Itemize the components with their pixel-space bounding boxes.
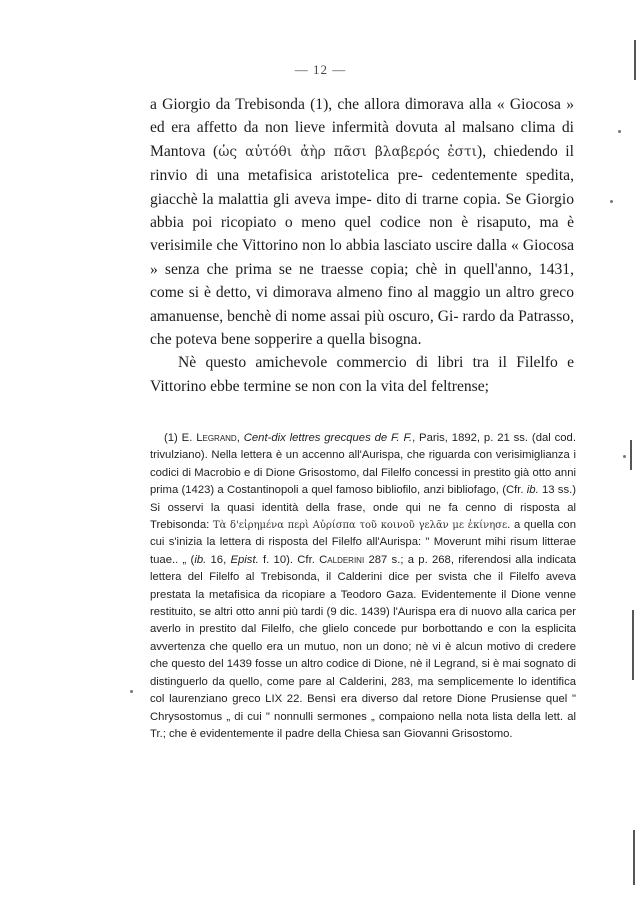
greek-quote: ἐστι: [447, 143, 478, 160]
footnote-marker: (1) E.: [164, 432, 197, 444]
text-line: al malsano clima di Mantova (: [150, 119, 574, 160]
author-name: Calderini: [319, 553, 365, 566]
text-line: quel codice non è risaputo, ma è verisimile che Vittorino: [150, 214, 574, 255]
text-line: si è detto, vi dimorava almeno fino al maggio un altro: [188, 284, 535, 302]
scan-edge-mark: [633, 830, 635, 885]
text-line: non lo abbia lasciato uscire dalla « Giocosa » senza che: [150, 237, 574, 278]
scan-edge-mark: [634, 40, 636, 80]
footnote-fragment: . a quella con cui s'inizia la lettera di risposta del Filelfo all'Aurispa: " Moverunt mihi risum litterae tuae.. „ (: [150, 519, 576, 566]
paragraph-2: [150, 351, 574, 398]
footnote-fragment: 13 ss.) Si osservi la quasi identità della frase, onde qui ne fa cenno di risposta al Trebisonda:: [150, 484, 576, 532]
text-line: prima se ne traesse copia; chè in quell'anno, 1431, come: [150, 260, 574, 302]
scan-speck: [610, 200, 613, 203]
text-line: greco amanuense, benchè di nome assai più oscuro, Gi-: [150, 284, 574, 325]
text-line: a Giorgio da Trebisonda (1), che allora dimorava alla: [150, 96, 492, 113]
footnote-fragment: ,: [236, 432, 244, 444]
ibid-ref: ib.: [194, 553, 207, 566]
ibid-ref: ib.: [526, 484, 539, 497]
scan-speck: [130, 690, 133, 693]
paragraph-1: [150, 93, 574, 351]
scan-speck: [618, 130, 621, 133]
text-line: Nè questo amichevole commercio di libri tra il Filelfo: [178, 354, 558, 372]
footnote: [150, 430, 576, 743]
footnote-fragment: 16,: [206, 553, 231, 566]
scan-edge-mark: [632, 610, 634, 680]
text-line: e Vittorino ebbe termine se non con la vita del feltrense;: [150, 354, 574, 395]
page-number-value: 12: [313, 62, 328, 77]
greek-quote: Τὰ δ'εἰρημένα περὶ Αὐρίσπα τοῦ κοινοῦ γελᾶν με ἐκίνησε: [212, 520, 508, 532]
text-line: dito di trarne copia. Se Giorgio abbia poi ricopiato o meno: [150, 190, 574, 232]
footnote-text: [150, 430, 576, 743]
page-number: — 12 —: [294, 62, 347, 77]
book-title: Cent-dix lettres grecques de F. F.: [243, 432, 413, 444]
scan-edge-mark: [630, 440, 632, 470]
footnote-fragment: f. 10). Cfr.: [258, 553, 320, 566]
text-line: bisogna.: [369, 331, 422, 349]
text-line: rardo da Patrasso, che poteva bene sopperire a quella: [150, 307, 575, 349]
footnote-fragment: , Paris, 1892, p. 21 ss. (dal cod. trivulziano). Nella lettera è un accenno all'Aurispa, che riguarda con verisimiglianza i codici di Macrobio e di Dione Grisostomo, dal Filelfo concessi in prestito già otto anni prima (1423) a Costantinopoli a quel famoso bibliofilo, anzi bibliofago, (Cfr.: [150, 432, 576, 497]
footnote-fragment: 287 s.; a p. 268, riferendosi alla indicata lettera del Filelfo al Trebisonda, il Calderini dice per svista che il Filelfo aveva prestata la metafisica da ricopiare a Teodoro Gaza. Evidentemente il Dione venne restituito, se altri otto anni più tardi (9 dic. 1439) l'Aurispa era di nuovo alla carica per averlo in prestito dal Filelfo, che glielo concede pur borbottando e con la esplicita avvertenza che quello era un mutuo, non un dono; nè vi è alcun motivo di credere che questo del 1439 fosse un altro codice di Dione, nè il Legrand, si è mai sognato di distinguerlo da quello, come pare al Calderini, 283, ma semplicemente lo identifica col laurenziano greco LIX 22. Bensì era diverso dal retore Dione Prusiense quel " Chrysostomus „ di cui " nonnulli sermones „ compaiono nella nota lista della lett. al Tr.; che è evidentemente il padre della Chiesa san Giovanni Grisostomo.: [150, 553, 577, 740]
main-text: [150, 93, 574, 398]
text-line: cedentemente spedita, giacchè la malattia gli aveva impe-: [150, 167, 575, 208]
epist-ref: Epist.: [230, 553, 259, 566]
text-line: ), chiedendo il rinvio di una metafisica aristotelica pre-: [150, 142, 574, 185]
author-name: Legrand: [196, 432, 237, 444]
greek-quote: ὡς αὐτόθι ἀὴρ πᾶσι βλαβερός: [218, 143, 440, 160]
text-line: « Giocosa » ed era affetto da non lieve infermità dovuta: [150, 96, 574, 137]
scan-speck: [623, 455, 626, 458]
